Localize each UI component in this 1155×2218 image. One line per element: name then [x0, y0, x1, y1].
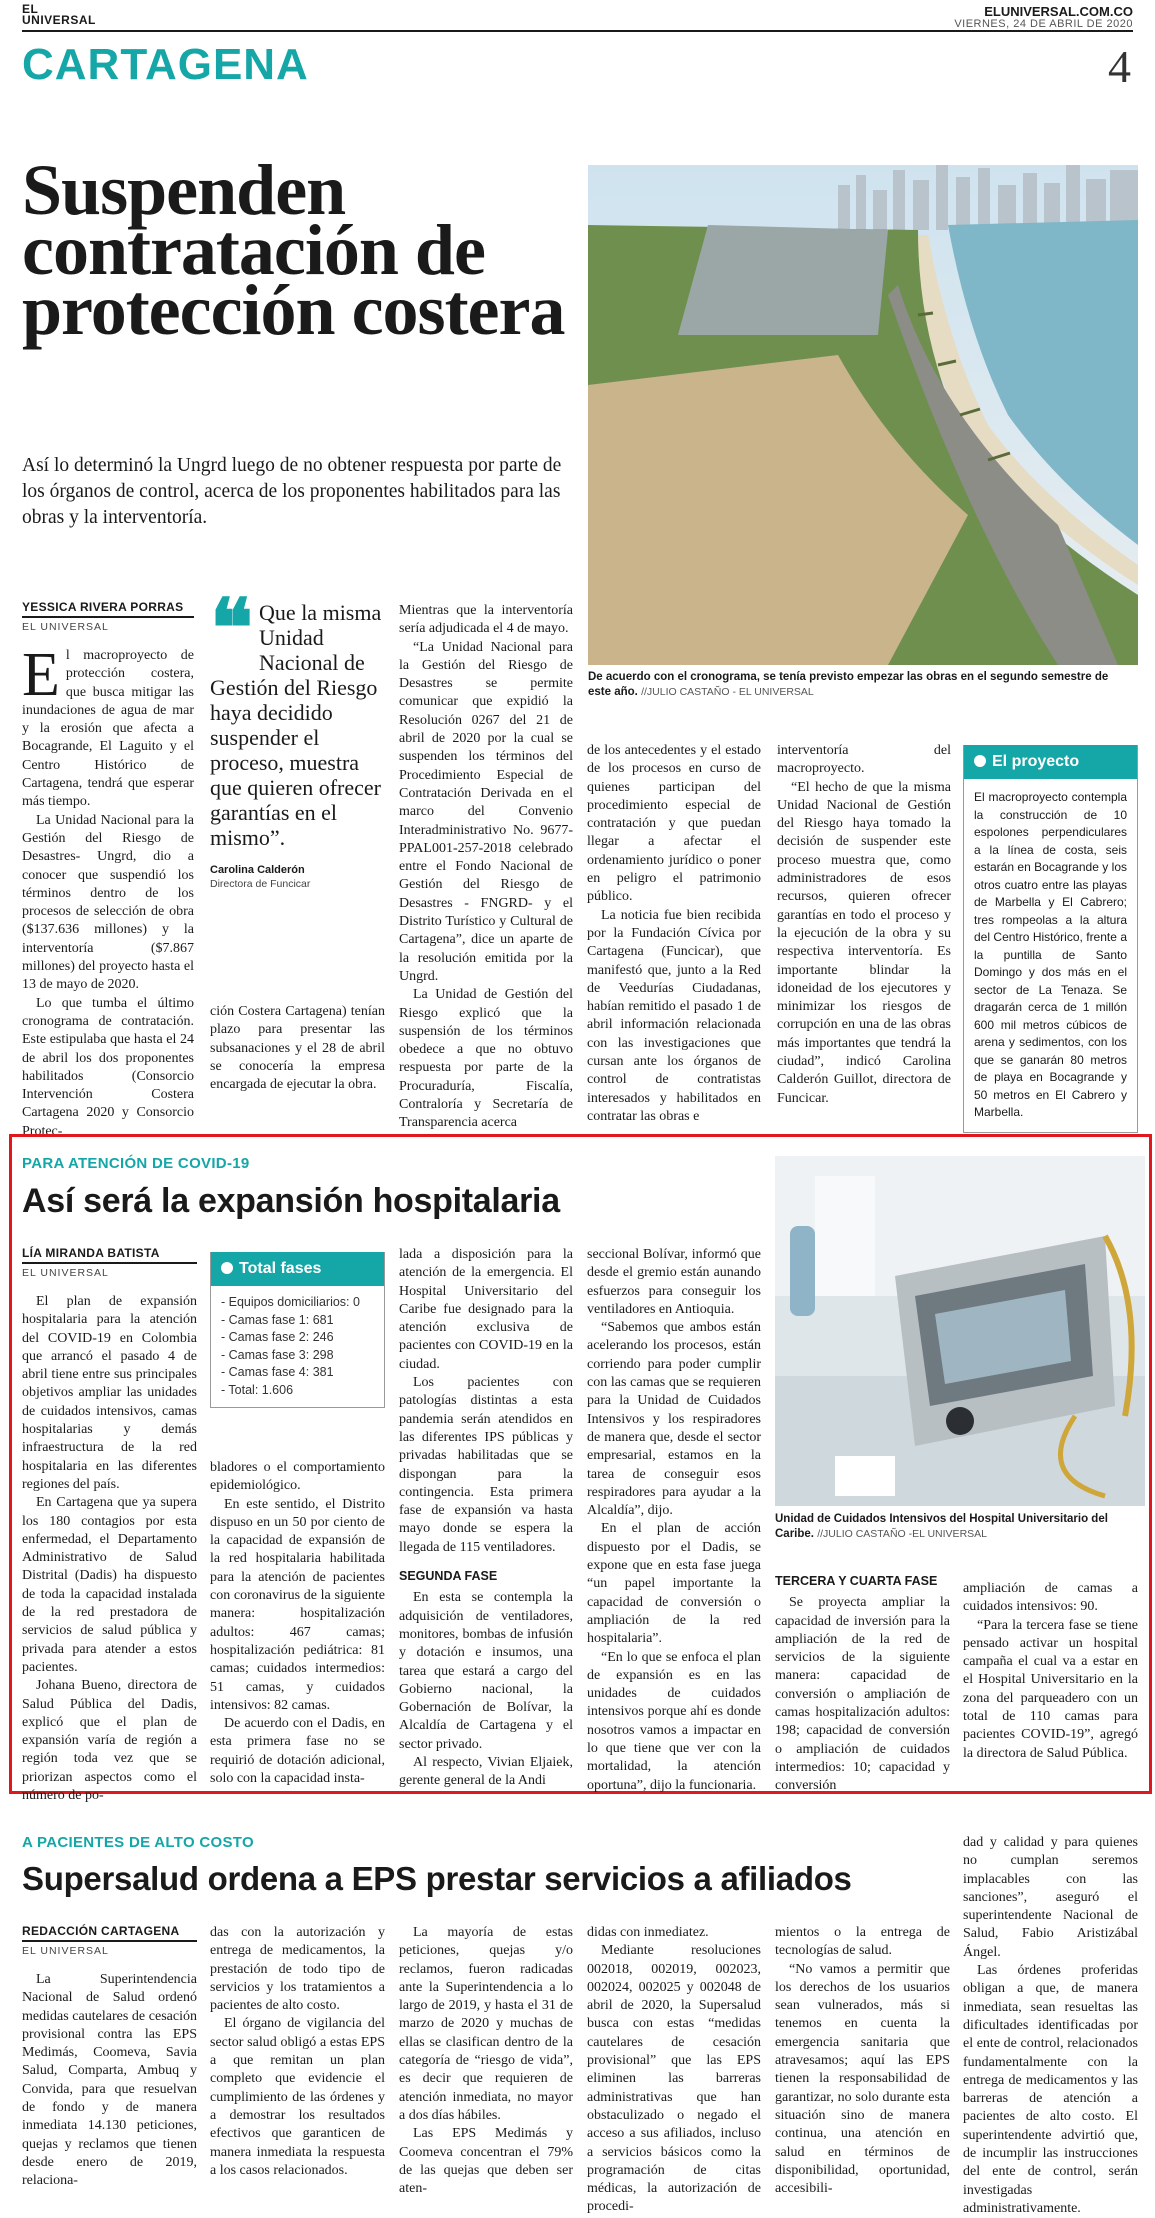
total-fases-list [211, 1286, 384, 1407]
el-proyecto-box [963, 745, 1138, 1133]
story1-column-3 [399, 602, 573, 1133]
story1-paragraph: La Unidad Nacional para la Gestión del Riesgo de Desastres- Ungrd, dio a conocer que suspendió los términos dentro de los procesos de selección de obra ($137.636 millones) y la interventoría ($7.867 millones) del proyecto hasta el 13 de mayo de 2020. [22, 812, 194, 993]
story1-coastline-photo [588, 165, 1138, 665]
byline-rule [22, 1940, 197, 1942]
story2-paragraph: Johana Bueno, directora de Salud Pública del Dadis, explicó que el plan de expansión varía de región a región toda vez que se priorizan aspectos como el número de po- [22, 1678, 197, 1804]
story3-paragraph: das con la autorización y entrega de medicamentos, la prestación de todo tipo de servicios y los tratamientos a pacientes de alto costo. [210, 1925, 385, 2014]
story2-photo-credit: //JULIO CASTAÑO -EL UNIVERSAL [817, 1528, 987, 1540]
story1-dek: Así lo determinó la Ungrd luego de no obtener respuesta por parte de los órganos de control, acerca de los proponentes habilitados para las obras y la interventoría. [22, 455, 562, 528]
story1-paragraph: La Unidad de Gestión del Riesgo explicó que la suspensión de los términos obedece a que no obtuvo respuesta por parte de la Procuraduría, Fiscalía, Contraloría y Secretaría de Transparencia acerca [399, 987, 573, 1131]
story3-paragraph: Las EPS Medimás y Coomeva concentran el 79% de las quejas que deben ser aten- [399, 2126, 573, 2197]
masthead-line2: UNIVERSAL [22, 13, 96, 27]
el-proyecto-box-header [964, 745, 1137, 779]
story2-paragraph: “Para la tercera fase se tiene pensado activar un hospital campaña el cual va a estar en el Hospital Universitario en la zona del parqueadero con un total de 110 camas para pacientes COVID-19”, agregó la directora de Salud Pública. [963, 1617, 1138, 1761]
story2-paragraph: En Cartagena que ya supera los 180 contagios por esta enfermedad, el Departamento Administrativo de Salud Distrital (Dadis) ha dispuesto de toda la capacidad instalada de la red prestadora de servicios de salud pública y privada para atender a estos pacientes. [22, 1495, 197, 1675]
story1-paragraph: “El hecho de que la misma Unidad Nacional de Gestión del Riesgo haya tomado la decisión de suspender este proceso muestra que, como administradores de esos recursos, quieren ofrecer garantías en todo el proceso y la ejecución de la obra y su respectiva interventoría. Es importante blindar la idoneidad de los ejecutores y minimizar los riesgos de corrupción en una de las obras más importantes que tendrá la ciudad”, indicó Carolina Calderón Guillot, directora de Funcicar. [777, 779, 951, 1106]
story2-column-2 [210, 1459, 385, 1788]
story3-paragraph: Las órdenes proferidas obligan a que, de manera inmediata, sean resueltas las dificultades identificadas por el ente de control, relacionados fundamentalmente con la entrega de medicamentos y las barreras de atención a pacientes de alto costo. El superintendente advirtió que, de incumplir las instrucciones del ente de control, serán investigadas administrativamente. [963, 1963, 1138, 2216]
total-fases-box-title: Total fases [239, 1260, 322, 1277]
story1-caption-text: De acuerdo con el cronograma, se tenía previsto empezar las obras en el segundo semestre de este año. [588, 671, 1109, 698]
story3-author: REDACCIÓN CARTAGENA [22, 1924, 180, 1938]
story2-column-1 [22, 1246, 197, 1805]
story2-paragraph: seccional Bolívar, informó que desde el gremio están aunando esfuerzos para conseguir los ventiladores en Antioquia. [587, 1247, 761, 1317]
story2-paragraph: Los pacientes con patologías distintas a esta pandemia serán atendidos en las diferentes IPS públicas y privadas habilitadas que se dispongan para la contingencia. Esta primera fase de expansión va hasta mayo donde se espera la llegada de 115 ventiladores. [399, 1375, 573, 1555]
story2-author-org: EL UNIVERSAL [22, 1267, 109, 1279]
story3-column-3 [399, 1924, 573, 2198]
el-proyecto-box-title: El proyecto [992, 753, 1080, 770]
el-proyecto-box-text: El macroproyecto contempla la construcción de 10 espolones perpendiculares a la línea de costa, seis estarán en Bocagrande y los otros cuatro entre las playas de Marbella y El Cabrero; tres rompeolas a la altura del Centro Histórico, frente a la puntilla de Santo Domingo y dos más en el sector de La Tenaza. Se dragarán cerca de 1 millón 600 mil metros cúbicos de arena y sedimentos, con los que se ganarán 80 metros de playa en Bocagrande y 50 metros en El Cabrero y Marbella. [974, 790, 1127, 1119]
story1-column-5 [777, 742, 951, 1108]
story1-column-4 [587, 742, 761, 1126]
total-fases-item: - Total: 1.606 [221, 1382, 294, 1397]
byline-rule [22, 1262, 197, 1264]
story1-paragraph: La noticia fue bien recibida por la Fundación Cívica por Cartagena (Funcicar), que manifestó que, junto a la Red de Veedurías Ciudadanas, habían remitido el pasado 1 de abril información relacionada con las investigaciones que cursan ante los órganos de control de contratistas interesados y habilitados en contratar las obras e [587, 907, 761, 1124]
story2-column-3 [399, 1246, 573, 1791]
total-fases-item: - Equipos domiciliarios: 0 [221, 1295, 360, 1309]
story3-paragraph: La mayoría de estas peticiones, quejas y/o reclamos, fueron radicadas ante la Superintendencia a lo largo de 2019, y hasta el 31 de marzo de 2020 y muchas de ellas se clasifican dentro de la categoría de “riesgo de vida”, es decir que requieren de atención inmediata, no mayor a dos días hábiles. [399, 1925, 573, 2123]
story2-paragraph: “En lo que se enfoca el plan de expansión es en las unidades de cuidados intensivos porque ahí es donde nosotros vamos a impactar en lo que tiene que ver con la mortalidad, la atención oportuna”, dijo la funcionaria. [587, 1649, 761, 1793]
byline-rule [22, 616, 194, 618]
total-fases-item: - Camas fase 2: 246 [221, 1330, 334, 1344]
bullet-dot-icon [974, 755, 986, 767]
story2-subhead-segunda-fase: SEGUNDA FASE [399, 1569, 498, 1584]
story2-paragraph: El plan de expansión hospitalaria para la atención del COVID-19 en Colombia que arrancó el pasado 4 de abril tiene entre sus principales objetivos ampliar las unidades de cuidados intensivos, camas hospitalarias y demás infraestructura de la red hospitalaria en las diferentes regiones del país. [22, 1294, 197, 1492]
story3-column-5 [775, 1924, 950, 2198]
story3-author-org: EL UNIVERSAL [22, 1945, 109, 1957]
story2-caption-text: Unidad de Cuidados Intensivos del Hospital Universitario del Caribe. [775, 1513, 1108, 1540]
story2-paragraph: En el plan de acción dispuesto por el Dadis, se expone que en esta fase juega “un papel importante la capacidad de conversión o ampliación de la red hospitalaria”. [587, 1521, 761, 1647]
story1-paragraph: El macroproyecto de protección costera, que busca mitigar las inundaciones de agua de mar y la erosión que afecta a Bocagrande, El Laguito y el Centro Histórico de Cartagena, tendrá que esperar más tiempo. [22, 641, 194, 810]
story2-column-4 [587, 1246, 761, 1795]
story1-column-1 [22, 600, 194, 1141]
story3-column-4 [587, 1924, 761, 2217]
story3-paragraph: El órgano de vigilancia del sector salud obligó a estas EPS a que remitan un plan completo que evidencie el cumplimiento de las órdenes y a demostrar los resultados efectivos que garanticen de manera inmediata la respuesta a los casos relacionados. [210, 2016, 385, 2178]
story2-paragraph: ampliación de camas a cuidados intensivos: 90. [963, 1581, 1138, 1615]
story1-pull-quote [210, 586, 385, 890]
story1-paragraph: “La Unidad Nacional para la Gestión del Riesgo de Desastres se permite comunicar que expidió la Resolución 0267 del 21 de abril de 2020 por la cual se suspenden los términos del Procedimiento Especial de Contratación Derivada en el marco del Convenio Interadministrativo No. 9677-PPAL001-257-2018 celebrado entre el Fondo Nacional de Gestión del Riesgo de Desastres - FNGRD- y el Distrito Turístico y Cultural de Cartagena”, dice un aparte de la resolución emitida por la Ungrd. [399, 639, 573, 984]
quote-mark-icon: ❝ [210, 586, 254, 674]
total-fases-box [210, 1252, 385, 1408]
story1-column-2 [210, 1003, 385, 1094]
story3-paragraph: mientos o la entrega de tecnologías de salud. [775, 1925, 950, 1959]
story3-kicker: A PACIENTES DE ALTO COSTO [22, 1834, 254, 1851]
pull-quote-role: Directora de Funcicar [210, 878, 311, 890]
pull-quote-name: Carolina Calderón [210, 864, 305, 876]
story1-paragraph: Lo que tumba el último cronograma de contratación. Este estipulaba que hasta el 24 de abril los dos proponentes habilitados (Consorcio Intervención Costera Cartagena 2020 y Consorcio Protec- [22, 995, 194, 1139]
masthead-logo [22, 4, 102, 26]
story2-paragraph: Se proyecta ampliar la capacidad de inversión para la ampliación de la red de servicios de la siguiente manera: capacidad de conversión o ampliación de camas hospitalización adultos: 198; capacidad de conversión o ampliación de cuidados intermedios: 10; capacidad y conversión [775, 1595, 950, 1794]
total-fases-box-header [211, 1252, 384, 1286]
story3-paragraph: “No vamos a permitir que los derechos de los usuarios sean vulnerados, más si tenemos en cuenta la emergencia sanitaria que atravesamos; aquí las EPS tienen la responsabilidad de garantizar, no solo durante esta situación sino de manera continua, una atención en salud en términos de disponibilidad, oportunidad, accesibili- [775, 1961, 950, 2197]
story3-paragraph: Mediante resoluciones 002018, 002019, 002023, 002024, 002025 y 002048 de abril de 2020, la Supersalud busca con estas “medidas cautelares de cesación provisional” que las EPS eliminen las barreras administrativas que han obstaculizado o negado el acceso a sus afiliados, incluso a servicios básicos como la programación de citas médicas, la autorización de procedi- [587, 1943, 761, 2215]
story1-paragraph: de los antecedentes y el estado de los procesos en curso de quienes participan del procedimiento especial de contratación y que puedan llegar a afectar el ordenamiento jurídico o poner en peligro el patrimonio público. [587, 743, 761, 905]
story1-headline: Suspenden contratación de protección costera [22, 150, 565, 350]
story2-paragraph: En este sentido, el Distrito dispuso en un 50 por ciento de la capacidad de expansión de la red hospitalaria habilitada para la atención de pacientes con coronavirus de la siguiente manera: hospitalización adultos: 467 camas; hospitalización pediátrica: 81 camas; cuidados intermedios: 51 camas, y cuidados intensivos: 82 camas. [210, 1496, 385, 1713]
story1-paragraph: interventoría del macroproyecto. [777, 743, 951, 777]
story2-kicker: PARA ATENCIÓN DE COVID-19 [22, 1155, 250, 1172]
story3-paragraph: didas con inmediatez. [587, 1925, 709, 1940]
issue-date: VIERNES, 24 DE ABRIL DE 2020 [954, 18, 1133, 30]
story3-paragraph: La Superintendencia Nacional de Salud ordenó medidas cautelares de cesación provisional contra las EPS Medimás, Coomeva, Savia Salud, Comparta, Ambuq y Convida, para que resuelvan de fondo y de manera inmediata 14.130 peticiones, quejas y reclamos que tienen desde enero de 2019, relaciona- [22, 1972, 197, 2189]
story2-column-6 [963, 1580, 1138, 1763]
story3-paragraph: dad y calidad y para quienes no cumplan seremos implacables con las sanciones”, aseguró el superintendente Nacional de Salud, Fabio Aristizábal Ángel. [963, 1835, 1138, 1960]
page-number: 4 [1108, 41, 1131, 92]
story1-author: YESSICA RIVERA PORRAS [22, 600, 184, 614]
story2-paragraph: lada a disposición para la atención de la emergencia. El Hospital Universitario del Caribe fue designado para la atención exclusiva de pacientes con COVID-19 en la ciudad. [399, 1247, 573, 1372]
masthead-line1: EL [22, 2, 39, 16]
story3-column-2 [210, 1924, 385, 2180]
story1-paragraph: ción Costera Cartagena) tenían plazo para presentar las subsanaciones y el 28 de abril se conocería la empresa encargada de ejecutar la obra. [210, 1004, 385, 1093]
story2-paragraph: Al respecto, Vivian Eljaiek, gerente general de la Andi [399, 1755, 573, 1789]
story1-photo-caption [588, 670, 1133, 700]
story1-photo-credit: //JULIO CASTAÑO - EL UNIVERSAL [641, 686, 814, 698]
bullet-dot-icon [221, 1262, 233, 1274]
story2-paragraph: En esta se contempla la adquisición de ventiladores, monitores, bombas de infusión y dotación e insumos, una tarea que estará a cargo del Gobierno nacional, la Gobernación de Bolívar, la Alcaldía de Cartagena y el sector privado. [399, 1590, 573, 1752]
story2-paragraph: bladores o el comportamiento epidemiológico. [210, 1460, 385, 1494]
story1-dropcap: E [22, 641, 60, 709]
story1-paragraph: Mientras que la interventoría sería adjudicada el 4 de mayo. [399, 603, 573, 637]
section-name: CARTAGENA [22, 40, 309, 89]
site-url: ELUNIVERSAL.COM.CO [984, 4, 1133, 19]
story2-photo-caption [775, 1512, 1145, 1542]
story2-icu-photo [775, 1156, 1145, 1506]
story3-headline: Supersalud ordena a EPS prestar servicios a afiliados [22, 1860, 852, 1897]
story3-column-1 [22, 1924, 197, 2191]
header-rule [22, 30, 1133, 32]
total-fases-item: - Camas fase 3: 298 [221, 1347, 334, 1362]
total-fases-item: - Camas fase 1: 681 [221, 1312, 334, 1327]
story2-paragraph: “Sabemos que ambos están acelerando los procesos, están corriendo para poder cumplir con las camas que se requieren para la Unidad de Cuidados Intensivos y los respiradores de manera que, desde el sector empresarial, estamos en la tarea de conseguir esos respiradores para ayudar a la Alcaldía”, dijo. [587, 1320, 761, 1519]
story2-headline: Así será la expansión hospitalaria [22, 1182, 560, 1220]
total-fases-item: - Camas fase 4: 381 [221, 1365, 334, 1379]
story1-author-org: EL UNIVERSAL [22, 621, 109, 633]
story2-column-5 [775, 1572, 950, 1796]
story2-author: LÍA MIRANDA BATISTA [22, 1246, 160, 1260]
story2-paragraph: De acuerdo con el Dadis, en esta primera fase no se requirió de dotación adicional, solo con la capacidad insta- [210, 1716, 385, 1787]
story3-column-6 [963, 1834, 1138, 2218]
story2-subhead-tercera-fase: TERCERA Y CUARTA FASE [775, 1574, 938, 1588]
pull-quote-text: Que la misma Unidad Nacional de Gestión del Riesgo haya decidido suspender el proceso, muestra que quieren ofrecer garantías en el mismo”. [210, 600, 382, 850]
